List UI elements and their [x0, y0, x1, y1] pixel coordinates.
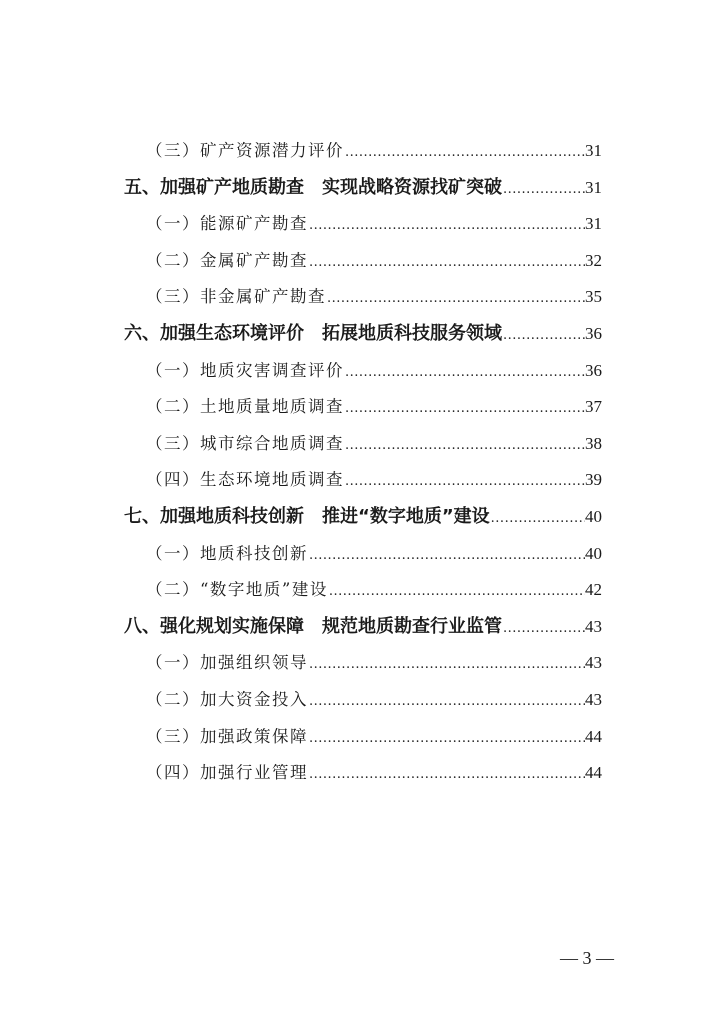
toc-entry-page-number: 44: [585, 726, 602, 746]
toc-dot-leader: [308, 538, 585, 574]
toc-entry-page-number: 31: [585, 177, 602, 197]
toc-dot-leader: [308, 721, 585, 757]
toc-chapter-entry: [124, 499, 602, 535]
toc-entry-page-number: 38: [585, 433, 602, 453]
toc-section-entry: [146, 353, 602, 389]
toc-entry-title: 七、加强地质科技创新 推进“数字地质”建设: [124, 506, 490, 527]
toc-dot-leader: [308, 684, 585, 720]
toc-section-entry: [146, 645, 602, 681]
toc-dot-leader: [308, 208, 585, 244]
toc-dot-leader: [490, 501, 585, 537]
toc-dot-leader: [344, 135, 585, 171]
toc-entry-page-number: 42: [585, 580, 602, 600]
toc-entry-page-number: 43: [585, 690, 602, 709]
toc-entry-page-number: 44: [585, 763, 602, 783]
toc-entry-title: （二）金属矿产勘查: [146, 250, 308, 270]
toc-section-entry: [146, 243, 602, 279]
toc-entry-title: 八、强化规划实施保障 规范地质勘查行业监管: [124, 615, 502, 637]
toc-dot-leader: [502, 318, 585, 354]
toc-dot-leader: [344, 464, 585, 500]
toc-section-entry: [146, 682, 602, 718]
toc-dot-leader: [502, 611, 585, 647]
toc-entry-title: （二）加大资金投入: [146, 690, 308, 709]
toc-chapter-entry: [124, 170, 602, 206]
toc-dot-leader: [326, 281, 585, 317]
toc-entry-title: （三）加强政策保障: [146, 726, 308, 746]
toc-chapter-entry: [124, 609, 602, 645]
toc-entry-title: （三）矿产资源潜力评价: [146, 141, 344, 160]
toc-dot-leader: [502, 172, 585, 208]
toc-section-entry: [146, 426, 602, 462]
toc-entry-title: （三）非金属矿产勘查: [146, 287, 326, 307]
toc-entry-page-number: 43: [585, 653, 602, 673]
toc-section-entry: [146, 719, 602, 755]
toc-entry-page-number: 43: [585, 616, 602, 636]
toc-dot-leader: [344, 391, 585, 427]
toc-section-entry: [146, 536, 602, 572]
toc-entry-page-number: 31: [585, 214, 602, 234]
toc-entry-page-number: 31: [585, 141, 602, 160]
toc-dot-leader: [328, 574, 585, 610]
toc-section-entry: [146, 279, 602, 315]
toc-entry-title: 六、加强生态环境评价 拓展地质科技服务领域: [124, 323, 502, 344]
toc-dot-leader: [308, 647, 585, 683]
toc-entry-title: （二）“数字地质”建设: [146, 580, 328, 600]
toc-entry-page-number: 32: [585, 250, 602, 270]
toc-chapter-entry: [124, 316, 602, 352]
toc-section-entry: [146, 462, 602, 498]
toc-section-entry: [146, 389, 602, 425]
toc-dot-leader: [344, 428, 585, 464]
toc-entry-page-number: 37: [585, 397, 602, 417]
toc-entry-page-number: 40: [585, 543, 602, 563]
toc-entry-page-number: 36: [585, 360, 602, 380]
toc-dot-leader: [344, 355, 585, 391]
toc-entry-title: （四）生态环境地质调查: [146, 470, 344, 490]
toc-entry-title: 五、加强矿产地质勘查 实现战略资源找矿突破: [124, 176, 502, 198]
toc-entry-title: （一）能源矿产勘查: [146, 214, 308, 234]
toc-dot-leader: [308, 245, 585, 281]
page-number: — 3 —: [560, 948, 614, 968]
toc-entry-title: （一）加强组织领导: [146, 653, 308, 673]
toc-entry-title: （一）地质科技创新: [146, 543, 308, 563]
toc-entry-title: （四）加强行业管理: [146, 763, 308, 783]
toc-section-entry: [146, 572, 602, 608]
toc-section-entry: [146, 133, 602, 169]
toc-entry-page-number: 35: [585, 287, 602, 307]
toc-entry-title: （一）地质灾害调查评价: [146, 360, 344, 380]
toc-dot-leader: [308, 757, 585, 793]
toc-entry-page-number: 36: [585, 324, 602, 343]
toc-entry-page-number: 39: [585, 470, 602, 490]
toc-section-entry: [146, 206, 602, 242]
toc-entry-page-number: 40: [585, 507, 602, 526]
toc-section-entry: [146, 755, 602, 791]
toc-entry-title: （二）土地质量地质调查: [146, 397, 344, 417]
toc-entry-title: （三）城市综合地质调查: [146, 433, 344, 453]
